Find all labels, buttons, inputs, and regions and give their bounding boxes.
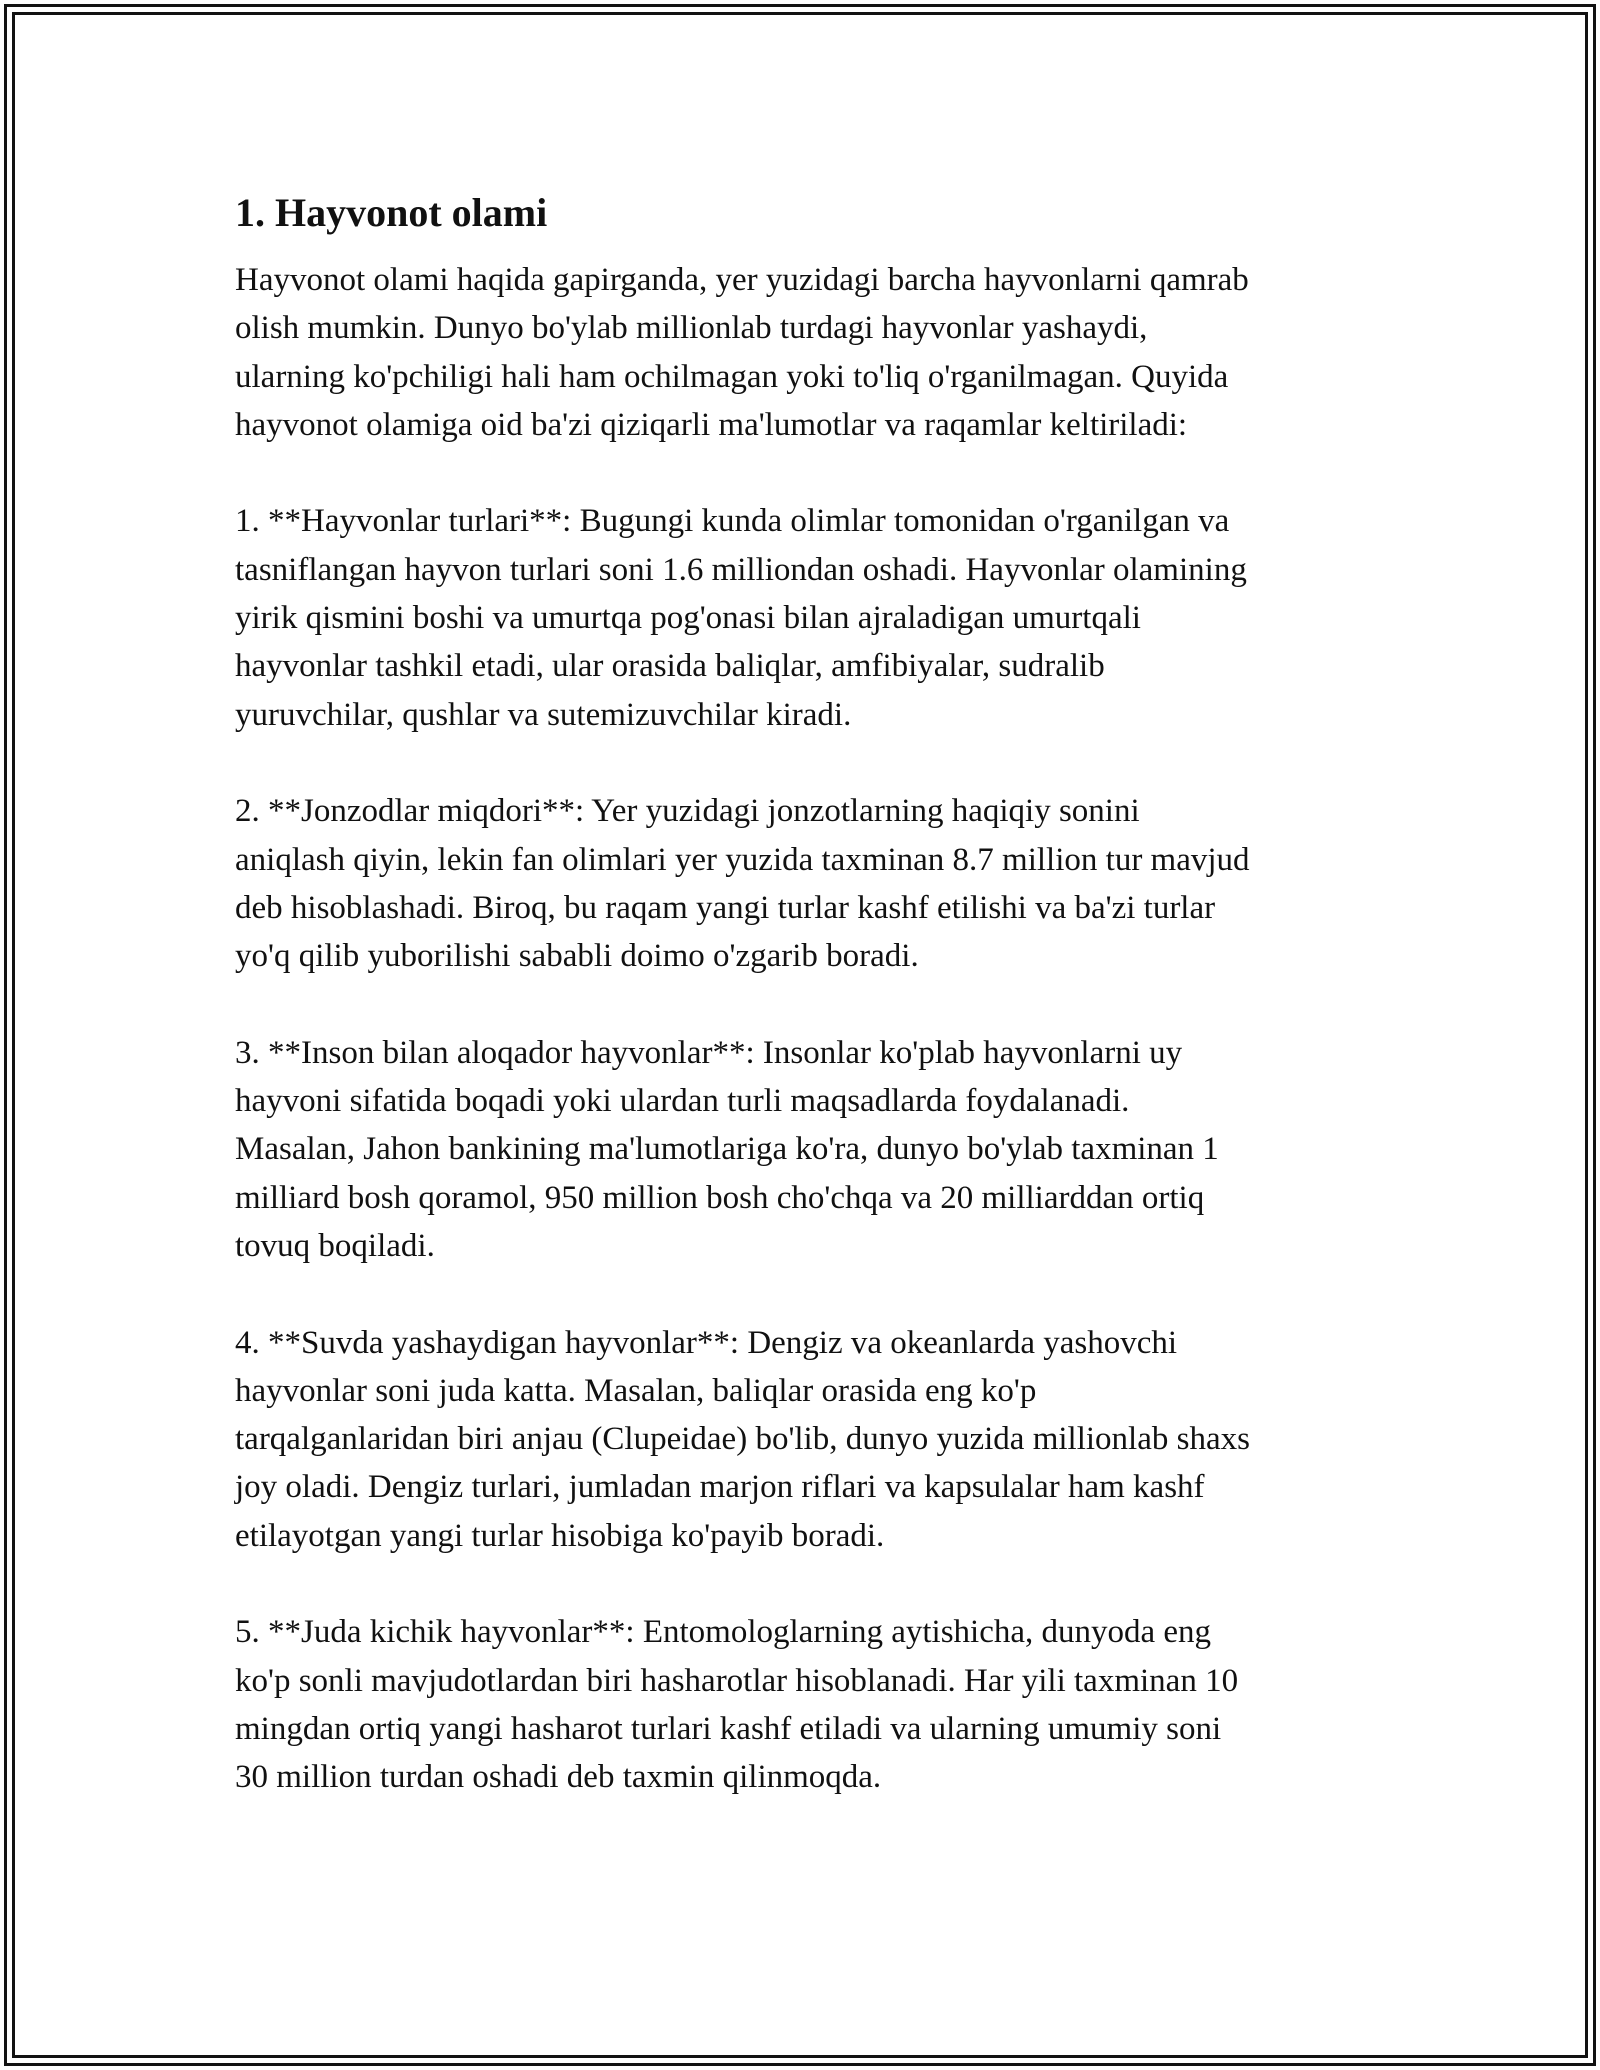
list-item-3: 3. **Inson bilan aloqador hayvonlar**: Insonlar ko'plab hayvonlarni uy hayvoni sifatida boqadi yoki ulardan turli maqsadlarda foydalanadi. Masalan, Jahon bankining ma'lumotlariga ko'ra, dunyo bo'ylab taxminan 1 milliard bosh qoramol, 950 million bosh cho'chqa va 20 milliarddan ortiq tovuq boqiladi. — [235, 1034, 1219, 1264]
intro-paragraph: Hayvonot olami haqida gapirganda, yer yuzidagi barcha hayvonlarni qamrab olish mumkin. Dunyo bo'ylab millionlab turdagi hayvonlar yashaydi, ularning ko'pchiligi hali ham ochilmagan yoki to'liq o'rganilmagan. Quyida hayvonot olamiga oid ba'zi qiziqarli ma'lumotlar va raqamlar keltiriladi: — [235, 262, 1249, 443]
list-item-2: 2. **Jonzodlar miqdori**: Yer yuzidagi jonzotlarning haqiqiy sonini aniqlash qiyin, lekin fan olimlari yer yuzida taxminan 8.7 million tur mavjud deb hisoblashadi. Biroq, bu raqam yangi turlar kashf etilishi va ba'zi turlar yo'q qilib yuborilishi sababli doimo o'zgarib boradi. — [235, 793, 1250, 975]
section-heading: 1. Hayvonot olami — [235, 190, 548, 235]
list-item-4: 4. **Suvda yashaydigan hayvonlar**: Dengiz va okeanlarda yashovchi hayvonlar soni juda katta. Masalan, baliqlar orasida eng ko'p tarqalganlaridan biri anjau (Clupeidae) bo'lib, dunyo yuzida millionlab shaxs joy oladi. Dengiz turlari, jumladan marjon riflari va kapsulalar ham kashf etilayotgan yangi turlar hisobiga ko'payib boradi. — [235, 1324, 1250, 1554]
list-item-5: 5. **Juda kichik hayvonlar**: Entomologlarning aytishicha, dunyoda eng ko'p sonli mavjudotlardan biri hasharotlar hisoblanadi. Har yili taxminan 10 mingdan ortiq yangi hasharot turlari kashf etiladi va ularning umumiy soni 30 million turdan oshadi deb taxmin qilinmoqda. — [235, 1614, 1239, 1796]
document-body — [235, 188, 1375, 1850]
list-item-1: 1. **Hayvonlar turlari**: Bugungi kunda olimlar tomonidan o'rganilgan va tasniflangan hayvon turlari soni 1.6 milliondan oshadi. Hayvonlar olamining yirik qismini boshi va umurtqa pog'onasi bilan ajraladigan umurtqali hayvonlar tashkil etadi, ular orasida baliqlar, amfibiyalar, sudralib yuruvchilar, qushlar va sutemizuvchilar kiradi. — [235, 503, 1247, 733]
